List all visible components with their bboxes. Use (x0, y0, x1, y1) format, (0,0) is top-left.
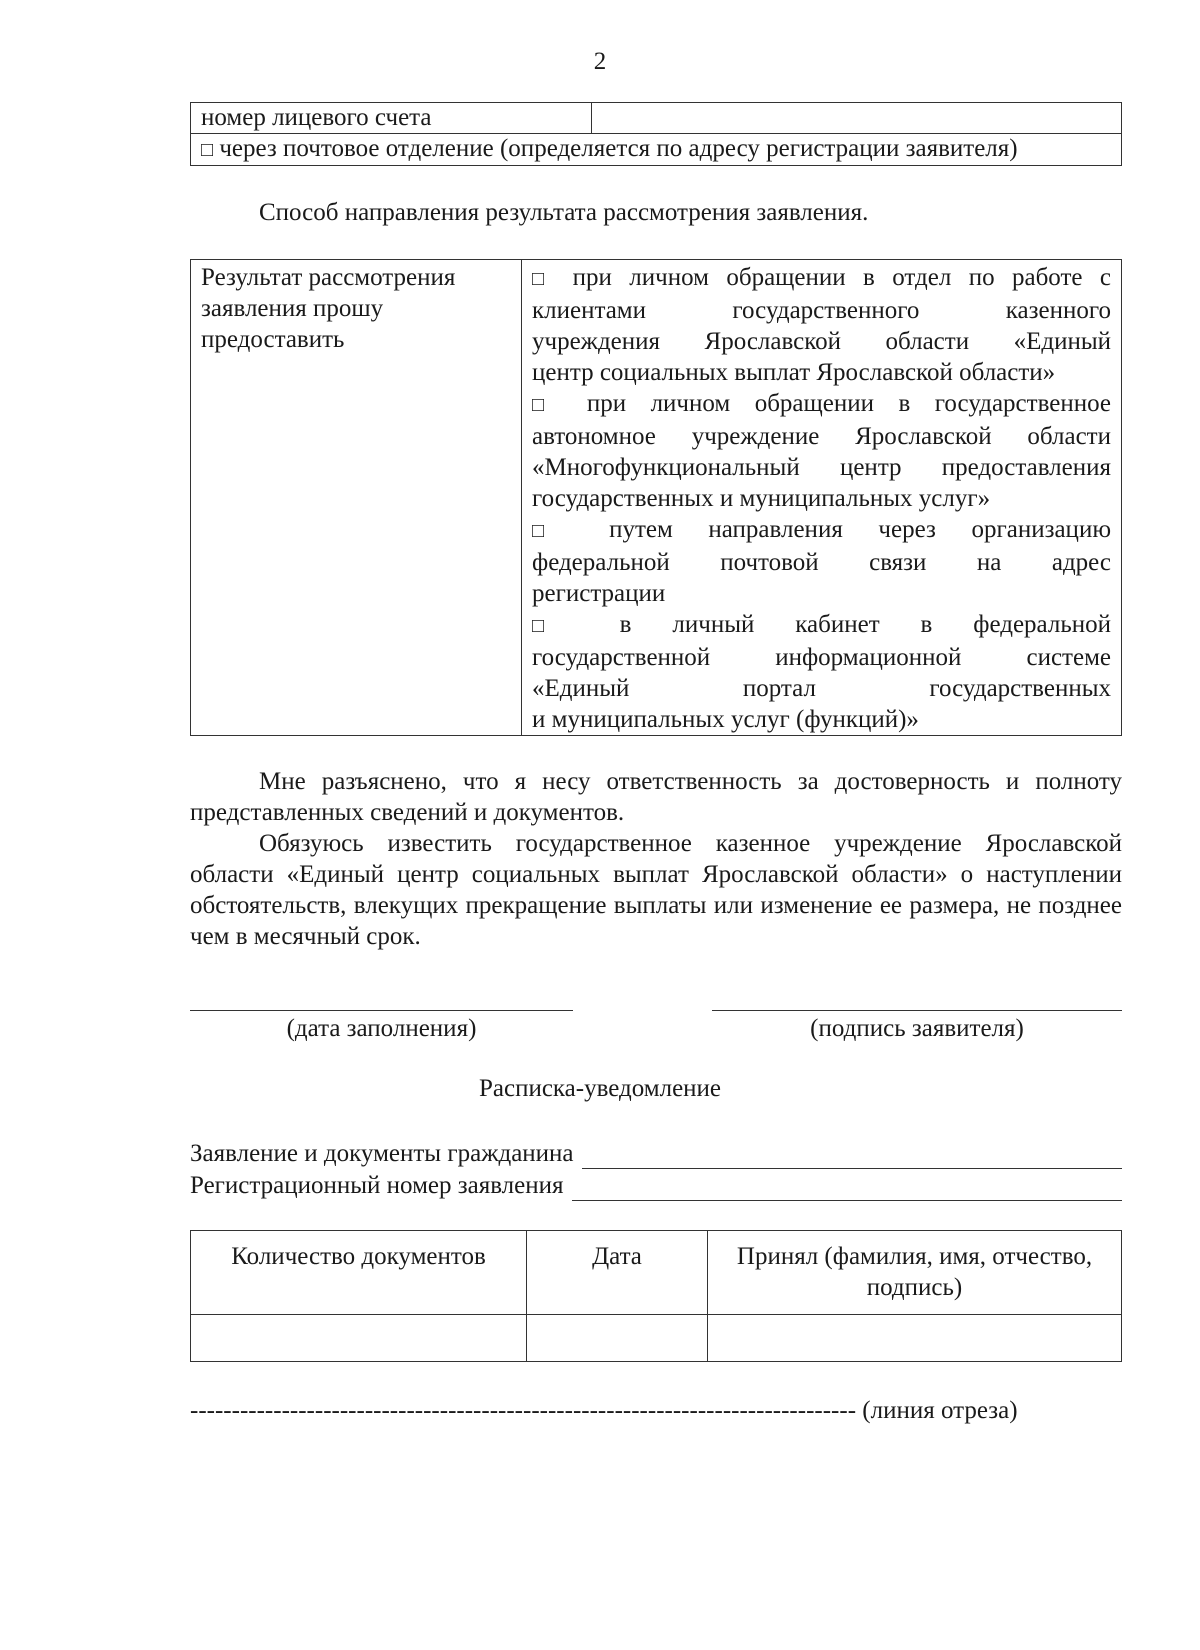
responsibility-statement: Мне разъяснено, что я несу ответственность за достоверность и полноту представленных сведений и документов. (190, 768, 1122, 826)
account-number-label: номер лицевого счета (191, 103, 592, 134)
delivery-options (522, 260, 1122, 736)
page-number: 2 (593, 48, 607, 75)
registration-number-label: Регистрационный номер заявления (190, 1172, 564, 1199)
notification-obligation: Обязуюсь известить государственное казенное учреждение Ярославской области «Единый центр социальных выплат Ярославской области» о наступлении обстоятельств, влекущих прекращение выплаты или изменение ее размера, не позднее чем в месячный срок. (190, 830, 1122, 950)
delivery-method-heading: Способ направления результата рассмотрения заявления. (259, 199, 869, 226)
date-cell[interactable] (527, 1315, 708, 1362)
delivery-left-label (191, 260, 522, 736)
cut-dashes: -------------------------------------------------------------------------------- (190, 1397, 857, 1424)
checkbox-icon[interactable]: □ (532, 394, 563, 416)
option-line: и муниципальных услуг (функций)» (532, 706, 919, 733)
option-line: государственной информационной системе (532, 644, 1111, 671)
label-line: Результат рассмотрения (201, 264, 456, 291)
option-line: регистрации (532, 580, 666, 607)
header-date: Дата (527, 1231, 708, 1315)
option-personal-visit-ecsp[interactable] (532, 262, 1111, 388)
registration-number-field[interactable] (572, 1174, 1122, 1201)
account-number-value[interactable] (592, 103, 1122, 134)
checkbox-icon[interactable]: □ (532, 520, 574, 542)
option-line: □ при личном обращении в государственное (532, 390, 1111, 417)
citizen-documents-label: Заявление и документы гражданина (190, 1140, 574, 1167)
label-line: предоставить (201, 326, 345, 353)
option-line: «Многофункциональный центр предоставления (532, 454, 1111, 481)
option-line: государственных и муниципальных услуг» (532, 485, 991, 512)
option-line: «Единый портал государственных (532, 675, 1111, 702)
registration-number-row (190, 1170, 1122, 1201)
option-line: □ в личный кабинет в федеральной (532, 611, 1112, 638)
option-personal-visit-mfc[interactable] (532, 388, 1111, 514)
option-line: □ при личном обращении в отдел по работе с (532, 264, 1111, 291)
option-line: □ путем направления через организацию (532, 516, 1111, 543)
documents-count-cell[interactable] (191, 1315, 527, 1362)
option-line: учреждения Ярославской области «Единый (532, 328, 1111, 355)
option-line: автономное учреждение Ярославской области (532, 423, 1111, 450)
option-line: центр социальных выплат Ярославской области» (532, 359, 1056, 386)
cut-line-label: (линия отреза) (862, 1397, 1018, 1424)
checkbox-icon[interactable]: □ (532, 615, 579, 637)
account-table (190, 102, 1122, 166)
citizen-documents-field[interactable] (582, 1142, 1122, 1169)
label-line: заявления прошу (201, 295, 384, 322)
option-postal-delivery[interactable] (532, 514, 1111, 609)
postal-option[interactable] (191, 134, 1122, 166)
option-line: федеральной почтовой связи на адрес (532, 549, 1111, 576)
checkbox-icon[interactable]: □ (201, 139, 214, 161)
date-line[interactable] (190, 1010, 573, 1011)
signature-label: (подпись заявителя) (810, 1015, 1024, 1042)
citizen-documents-row (190, 1138, 1122, 1169)
signature-line[interactable] (712, 1010, 1122, 1011)
date-label: (дата заполнения) (286, 1015, 477, 1042)
postal-option-label: через почтовое отделение (определяется по адресу регистрации заявителя) (219, 135, 1018, 162)
cut-line (190, 1395, 1122, 1426)
header-documents-count: Количество документов (191, 1231, 527, 1315)
header-accepted-by: Принял (фамилия, имя, отчество, подпись) (708, 1231, 1122, 1315)
checkbox-icon[interactable]: □ (532, 268, 556, 290)
accepted-by-cell[interactable] (708, 1315, 1122, 1362)
receipt-table (190, 1230, 1122, 1362)
option-gosuslugi-cabinet[interactable] (532, 609, 1111, 735)
delivery-method-table (190, 259, 1122, 736)
receipt-title: Расписка-уведомление (478, 1075, 722, 1102)
option-line: клиентами государственного казенного (532, 297, 1111, 324)
